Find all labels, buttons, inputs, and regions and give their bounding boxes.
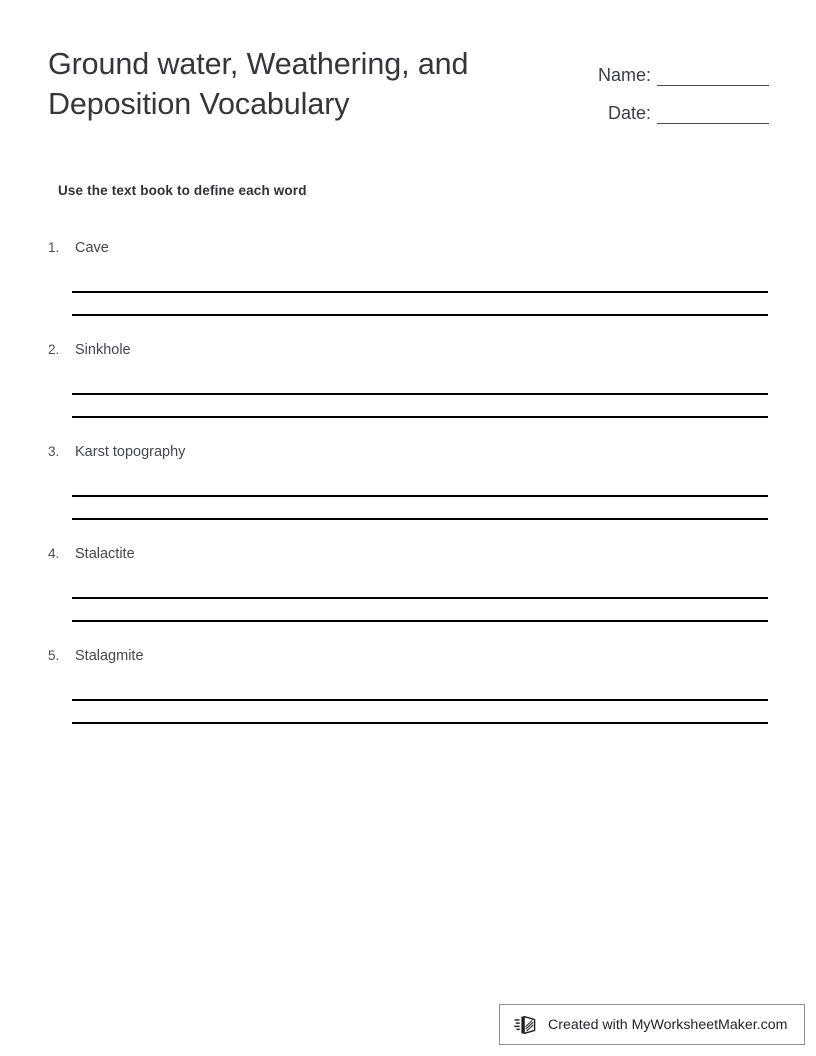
list-item-head (48, 238, 109, 258)
answer-line[interactable] (72, 314, 768, 316)
list-item-head (48, 544, 135, 564)
list-item-word: Stalactite (75, 546, 135, 562)
list-item (48, 442, 768, 544)
worksheet-header (48, 44, 769, 140)
answer-line[interactable] (72, 620, 768, 622)
answer-line[interactable] (72, 699, 768, 701)
list-item-number: 2. (48, 342, 60, 357)
answer-line[interactable] (72, 518, 768, 520)
answer-line[interactable] (72, 393, 768, 395)
list-item (48, 544, 768, 646)
date-field-row (539, 86, 769, 124)
list-item-head (48, 646, 144, 666)
badge-label: Created with MyWorksheetMaker.com (548, 1016, 788, 1033)
answer-line[interactable] (72, 416, 768, 418)
date-label: Date: (607, 103, 651, 123)
list-item-number: 1. (48, 240, 60, 255)
answer-line[interactable] (72, 495, 768, 497)
vocabulary-list (48, 238, 768, 748)
list-item-word: Karst topography (75, 444, 186, 460)
list-item-number: 5. (48, 648, 60, 663)
answer-line[interactable] (72, 722, 768, 724)
list-item-number: 3. (48, 444, 60, 459)
worksheet-maker-logo-icon (514, 1014, 540, 1036)
list-item-head (48, 340, 131, 360)
name-field-row (539, 48, 769, 86)
list-item-number: 4. (48, 546, 60, 561)
list-item-word: Sinkhole (75, 342, 131, 358)
list-item (48, 340, 768, 442)
name-label: Name: (597, 65, 651, 85)
date-input[interactable] (657, 103, 769, 124)
list-item-word: Cave (75, 240, 109, 256)
worksheet-maker-badge[interactable] (499, 1004, 805, 1045)
instruction-text: Use the text book to define each word (58, 183, 307, 198)
list-item (48, 646, 768, 748)
answer-line[interactable] (72, 597, 768, 599)
name-date-block (539, 48, 769, 124)
page-title: Ground water, Weathering, and Deposition Vocabulary (48, 47, 469, 121)
answer-line[interactable] (72, 291, 768, 293)
list-item-head (48, 442, 185, 462)
name-input[interactable] (657, 65, 769, 86)
list-item-word: Stalagmite (75, 648, 144, 664)
list-item (48, 238, 768, 340)
